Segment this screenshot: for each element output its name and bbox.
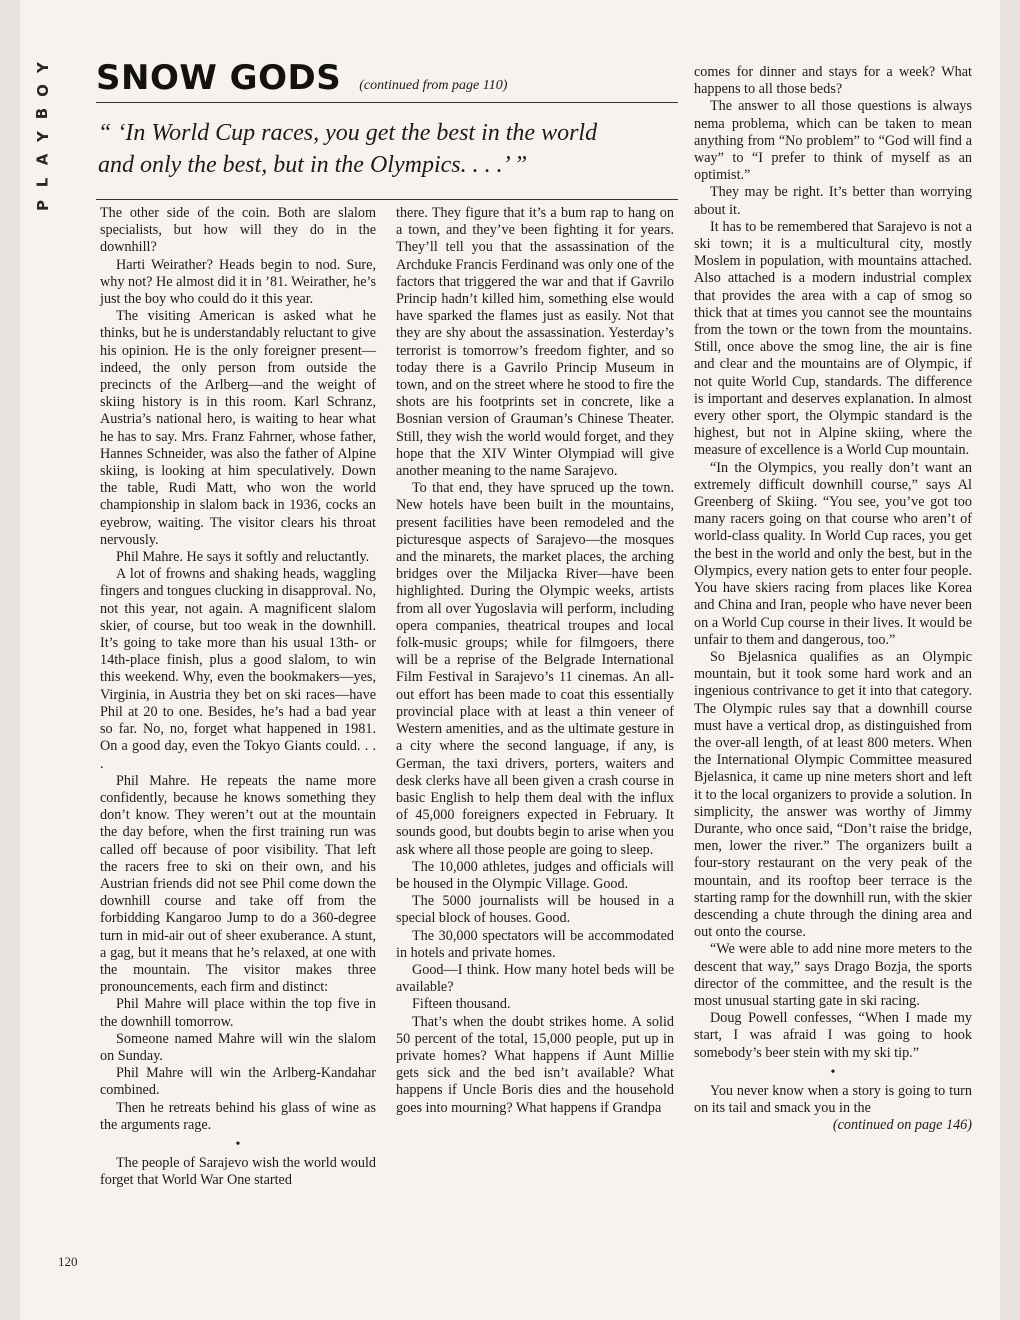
paragraph: Phil Mahre. He repeats the name more confidently, because he knows something they don’t know. They weren’t out at the mountain the day before, when the first training run was called off because of poor visibility. That left the racers free to ski on their own, and his Austrian friends did not see Phil come down the downhill course and take off from the forbidding Kangaroo Jump to do a 360-degree turn in mid-air out of sheer exuberance. A stunt, a gag, but it means that he’s relaxed, at one with the mountain. The visitor makes three pronouncements, each firm and distinct: <box>100 772 376 996</box>
page-number: 120 <box>58 1254 78 1269</box>
paragraph: Phil Mahre. He says it softly and reluctantly. <box>116 549 370 566</box>
paragraph: You never know when a story is going to turn on its tail and smack you in the <box>694 1082 972 1117</box>
section-bullet: • <box>830 1064 836 1080</box>
logo-letter: P <box>33 200 52 211</box>
paragraph: A lot of frowns and shaking heads, waggling fingers and tongues clucking in disapproval. No, not this year, not again. A magnificent slalom skier, of course, but too weak in the downhill. It’s going to take more than his usual 13th- or 14th-place finish, plus a good slalom, to win this weekend. Why, even the bookmakers—yes, Virginia, in Austria they bet on ski races—have Phil at 20 to one. Besides, he’s had a bad year so far. No, no, forget what happened in 1981. On a good day, even the Tokyo Giants could. . . . <box>100 566 376 772</box>
text-column-2 <box>396 205 674 1117</box>
paragraph: It has to be remembered that Sarajevo is not a ski town; it is a multicultural city, mostly Moslem in population, with mountains attached. Also attached is a modern industrial complex that provides the area with a cap of smog so thick that at times you cannot see the mountains from the town or the town from the mountains. Still, once above the smog line, the air is fine and clear and the mountains are of Olympic, if not quite World Cup, standards. The difference is important and deserves explanation. In almost every other sport, the Olympic standard is the highest, but not in Alpine skiing, where the measure of excellence is a World Cup mountain. <box>694 218 972 459</box>
paragraph: The 30,000 spectators will be accommodated in hotels and private homes. <box>396 927 674 961</box>
paragraph: Phil Mahre will win the Arlberg-Kandahar combined. <box>100 1065 376 1099</box>
paragraph: The people of Sarajevo wish the world would forget that World War One started <box>100 1155 376 1189</box>
paragraph: “In the Olympics, you really don’t want an extremely difficult downhill course,” says Al Greenberg of Skiing. “You see, you’ve got too many racers going on that course who aren’t of world-class quality. In World Cup races, you get the best in the world and only the best, but in the Olympics, every nation gets to enter four people. You have skiers racing from places like Korea and China and Iran, people who have never been on a World Cup course in their lives. It would be unfair to them and dangerous, too.” <box>694 459 972 648</box>
title-row <box>96 58 678 102</box>
logo-letter: Y <box>33 62 52 73</box>
paragraph: So Bjelasnica qualifies as an Olympic mountain, but it took some hard work and an ingenious contrivance to get it into that category. The Olympic rules say that a downhill course must have a vertical drop, as distinguished from the over-all length, of at least 800 meters. When the International Olympic Committee measured Bjelasnica, it came up nine meters short and left it to the local organizers to provide a solution. In simplicity, the answer was worthy of Jimmy Durante, who once said, “Don’t raise the bridge, men, lower the river.” The organizers built a four-story restaurant on the very peak of the mountain, and its rooftop beer terrace is the starting ramp for the downhill run, with the skier descending a chute through the dining area and out onto the course. <box>694 648 972 941</box>
paragraph: comes for dinner and stays for a week? What happens to all those beds? <box>694 64 972 98</box>
magazine-logo <box>28 60 58 213</box>
paragraph: They may be right. It’s better than worrying about it. <box>694 184 972 218</box>
paragraph: Someone named Mahre will win the slalom on Sunday. <box>100 1030 376 1064</box>
paragraph: Phil Mahre will place within the top five in the downhill tomorrow. <box>100 996 376 1030</box>
paragraph: there. They figure that it’s a bum rap to hang on a town, and they’ve been fighting it for years. They’ll tell you that the assassination of the Archduke Francis Ferdinand was only one of the factors that triggered the war and that if Gavrilo Princip hadn’t killed him, something else would have sparked the flames just as easily. Not that they are shy about the assassination. Yesterday’s terrorist is tomorrow’s freedom fighter, and so today there is a Gavrilo Princip Museum in town, and on the street where he stood to fire the shots are his footprints set in concrete, like a Bosnian version of Grauman’s Chinese Theater. Still, they wish the world would forget, and they hope that the XIV Winter Olympiad will give another meaning to the name Sarajevo. <box>396 205 674 480</box>
continued-from: (continued from page 110) <box>359 78 508 93</box>
text-column-3 <box>694 64 972 1135</box>
paragraph: Then he retreats behind his glass of wine as the arguments rage. <box>100 1099 376 1133</box>
logo-letter: A <box>33 153 52 166</box>
article-header <box>96 58 678 200</box>
paragraph: To that end, they have spruced up the town. New hotels have been built in the mountains, present facilities have been remodeled and the picturesque aspects of Sarajevo—the mosques and the minarets, the market places, the arching bridges over the Miljacka River—have been highlighted. During the Olympic weeks, artists from all over Yugoslavia will perform, including opera companies, theatrical troupes and local folk-music groups; while for filmgoers, there will be a reprise of the Belgrade International Film Festival in Sarajevo’s 11 cinemas. An all-out effort has been made to coat this essentially provincial place with at least a thin veneer of Western amenities, and as the ultimate gesture in a city where the second language, if any, is German, the taxi drivers, porters, waiters and desk clerks have all been given a crash course in basic English to help them deal with the influx of 45,000 foreigners expected in February. It sounds good, but doubts begin to arise when you ask where all those people are going to sleep. <box>396 480 674 858</box>
article-title: SNOW GODS <box>96 58 342 98</box>
paragraph: The answer to all those questions is always nema problema, which can be taken to mean anything from “No problem” to “God will find a way” to “I prefer to think of myself as an optimist.” <box>694 98 972 184</box>
paragraph: The 10,000 athletes, judges and officials will be housed in the Olympic Village. Good. <box>396 858 674 892</box>
paragraph: The other side of the coin. Both are slalom specialists, but how will they do in the downhill? <box>100 205 376 256</box>
pull-quote-line: “ ‘In World Cup races, you get the best in the world <box>98 120 598 146</box>
header-rule-bottom <box>96 199 678 200</box>
logo-letter: Y <box>33 131 52 142</box>
pull-quote <box>96 103 678 199</box>
pull-quote-line: and only the best, but in the Olympics. . . .’ ” <box>98 152 528 178</box>
paragraph: Doug Powell confesses, “When I made my start, I was afraid I was going to hook somebody’s beer stein with my ski tip.” <box>694 1010 972 1061</box>
section-bullet: • <box>235 1136 241 1152</box>
paragraph: Good—I think. How many hotel beds will be available? <box>396 961 674 996</box>
paragraph: The 5000 journalists will be housed in a special block of houses. Good. <box>396 893 674 927</box>
text-column-1 <box>100 205 376 1190</box>
paragraph: “We were able to add nine more meters to the descent that way,” says Drago Bozja, the sports director of the committee, and the result is the most unusual starting gate in ski racing. <box>694 941 972 1009</box>
paragraph: That’s when the doubt strikes home. A solid 50 percent of the total, 15,000 people, put up in private homes? What happens if Aunt Millie gets sick and the bed isn’t available? What happens if Uncle Boris dies and the household goes into mourning? What happens if Grandpa <box>396 1013 674 1116</box>
paragraph: Harti Weirather? Heads begin to nod. Sure, why not? He almost did it in ’81. Weirather, he’s just the boy who could do it this year. <box>100 256 376 308</box>
paragraph: The visiting American is asked what he thinks, but he is understandably reluctant to give his opinion. He is the only foreigner present—indeed, the only person from outside the precincts of the Arlberg—and the weight of skiing history is in this room. Karl Schranz, Austria’s national hero, is waiting to hear what he has to say. Mrs. Franz Fahrner, whose father, Hannes Schneider, was also the father of Alpine skiing, is looking at him speculatively. Down the table, Rudi Matt, who won the world championship in slalom back in 1936, cocks an eyebrow, waiting. The visitor clears his throat nervously. <box>100 308 376 548</box>
logo-letter: O <box>33 84 52 97</box>
logo-letter: L <box>33 177 52 188</box>
logo-letter: B <box>33 107 52 120</box>
paragraph: Fifteen thousand. <box>412 996 511 1013</box>
continued-on: (continued on page 146) <box>832 1117 972 1134</box>
